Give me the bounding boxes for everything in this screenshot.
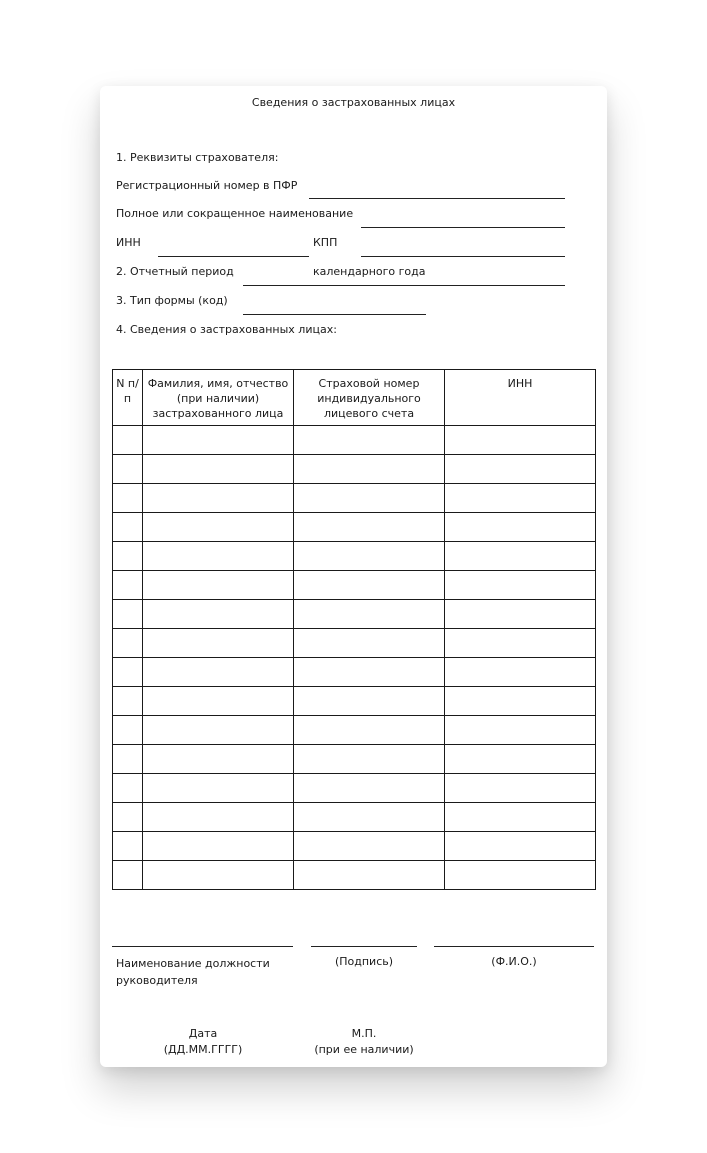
kpp-label: КПП [313, 236, 338, 249]
cell-number[interactable] [113, 629, 143, 658]
cell-fio[interactable] [143, 513, 294, 542]
cell-fio[interactable] [143, 542, 294, 571]
table-row [113, 484, 596, 513]
cell-number[interactable] [113, 745, 143, 774]
cell-snils[interactable] [294, 513, 445, 542]
cell-inn[interactable] [445, 832, 596, 861]
cell-number[interactable] [113, 803, 143, 832]
cell-fio[interactable] [143, 716, 294, 745]
position-signature-line[interactable] [112, 946, 293, 947]
section-3-heading: 3. Тип формы (код) [116, 294, 228, 307]
table-header-row [113, 370, 596, 426]
cell-snils[interactable] [294, 484, 445, 513]
cell-inn[interactable] [445, 629, 596, 658]
signature-label: (Подпись) [334, 955, 394, 968]
cell-snils[interactable] [294, 803, 445, 832]
table-row [113, 513, 596, 542]
inn-label: ИНН [116, 236, 141, 249]
name-label: Полное или сокращенное наименование [116, 207, 354, 220]
cell-number[interactable] [113, 484, 143, 513]
cell-fio[interactable] [143, 832, 294, 861]
cell-number[interactable] [113, 716, 143, 745]
table-row [113, 629, 596, 658]
cell-fio[interactable] [143, 600, 294, 629]
cell-number[interactable] [113, 861, 143, 890]
cell-snils[interactable] [294, 687, 445, 716]
table-row [113, 745, 596, 774]
table-row [113, 455, 596, 484]
cell-number[interactable] [113, 455, 143, 484]
cell-snils[interactable] [294, 455, 445, 484]
stamp-note: (при ее наличии) [314, 1043, 414, 1056]
cell-snils[interactable] [294, 571, 445, 600]
col-header-inn: ИНН [445, 370, 596, 426]
cell-snils[interactable] [294, 542, 445, 571]
fio-label: (Ф.И.О.) [491, 955, 537, 968]
cell-number[interactable] [113, 832, 143, 861]
cell-inn[interactable] [445, 455, 596, 484]
cell-number[interactable] [113, 658, 143, 687]
table-body [113, 426, 596, 890]
stamp-label: М.П. [351, 1027, 377, 1040]
reg-number-field[interactable] [309, 198, 565, 199]
calendar-year-label: календарного года [313, 265, 426, 278]
cell-inn[interactable] [445, 513, 596, 542]
cell-inn[interactable] [445, 600, 596, 629]
table-row [113, 426, 596, 455]
cell-inn[interactable] [445, 745, 596, 774]
col-header-number: N п/п [113, 370, 143, 426]
reg-number-label: Регистрационный номер в ПФР [116, 179, 298, 192]
cell-snils[interactable] [294, 861, 445, 890]
col-header-snils: Страховой номер индивидуального лицевого счета [294, 370, 445, 426]
cell-number[interactable] [113, 687, 143, 716]
table-row [113, 774, 596, 803]
cell-snils[interactable] [294, 716, 445, 745]
cell-inn[interactable] [445, 687, 596, 716]
insured-persons-table [112, 369, 596, 890]
cell-fio[interactable] [143, 687, 294, 716]
kpp-field[interactable] [361, 256, 565, 257]
date-label: Дата [188, 1027, 218, 1040]
cell-inn[interactable] [445, 484, 596, 513]
cell-inn[interactable] [445, 571, 596, 600]
cell-fio[interactable] [143, 774, 294, 803]
cell-fio[interactable] [143, 861, 294, 890]
table-row [113, 861, 596, 890]
cell-number[interactable] [113, 774, 143, 803]
inn-field[interactable] [158, 256, 309, 257]
table-row [113, 571, 596, 600]
cell-inn[interactable] [445, 542, 596, 571]
cell-inn[interactable] [445, 861, 596, 890]
cell-fio[interactable] [143, 571, 294, 600]
date-format-note: (ДД.ММ.ГГГГ) [163, 1043, 243, 1056]
cell-number[interactable] [113, 542, 143, 571]
cell-inn[interactable] [445, 716, 596, 745]
cell-inn[interactable] [445, 426, 596, 455]
signature-line[interactable] [311, 946, 417, 947]
cell-inn[interactable] [445, 658, 596, 687]
cell-fio[interactable] [143, 426, 294, 455]
section-2-heading: 2. Отчетный период [116, 265, 234, 278]
table-row [113, 658, 596, 687]
table-row [113, 542, 596, 571]
cell-snils[interactable] [294, 774, 445, 803]
position-label: Наименование должности руководителя [116, 957, 270, 987]
table-row [113, 687, 596, 716]
section-1-heading: 1. Реквизиты страхователя: [116, 151, 279, 164]
table-row [113, 832, 596, 861]
table-row [113, 803, 596, 832]
cell-fio[interactable] [143, 745, 294, 774]
cell-fio[interactable] [143, 455, 294, 484]
table-row [113, 716, 596, 745]
fio-signature-line[interactable] [434, 946, 594, 947]
cell-snils[interactable] [294, 600, 445, 629]
form-title: Сведения о застрахованных лицах [251, 96, 456, 109]
section-4-heading: 4. Сведения о застрахованных лицах: [116, 323, 337, 336]
cell-inn[interactable] [445, 803, 596, 832]
cell-inn[interactable] [445, 774, 596, 803]
cell-number[interactable] [113, 571, 143, 600]
cell-snils[interactable] [294, 832, 445, 861]
cell-fio[interactable] [143, 803, 294, 832]
form-type-field[interactable] [243, 314, 426, 315]
cell-fio[interactable] [143, 484, 294, 513]
cell-number[interactable] [113, 426, 143, 455]
cell-snils[interactable] [294, 745, 445, 774]
cell-snils[interactable] [294, 426, 445, 455]
cell-fio[interactable] [143, 658, 294, 687]
cell-number[interactable] [113, 600, 143, 629]
cell-number[interactable] [113, 513, 143, 542]
col-header-fio: Фамилия, имя, отчество (при наличии) застрахованного лица [143, 370, 294, 426]
reporting-period-field[interactable] [243, 285, 565, 286]
cell-fio[interactable] [143, 629, 294, 658]
cell-snils[interactable] [294, 658, 445, 687]
name-field[interactable] [361, 227, 565, 228]
table-row [113, 600, 596, 629]
cell-snils[interactable] [294, 629, 445, 658]
